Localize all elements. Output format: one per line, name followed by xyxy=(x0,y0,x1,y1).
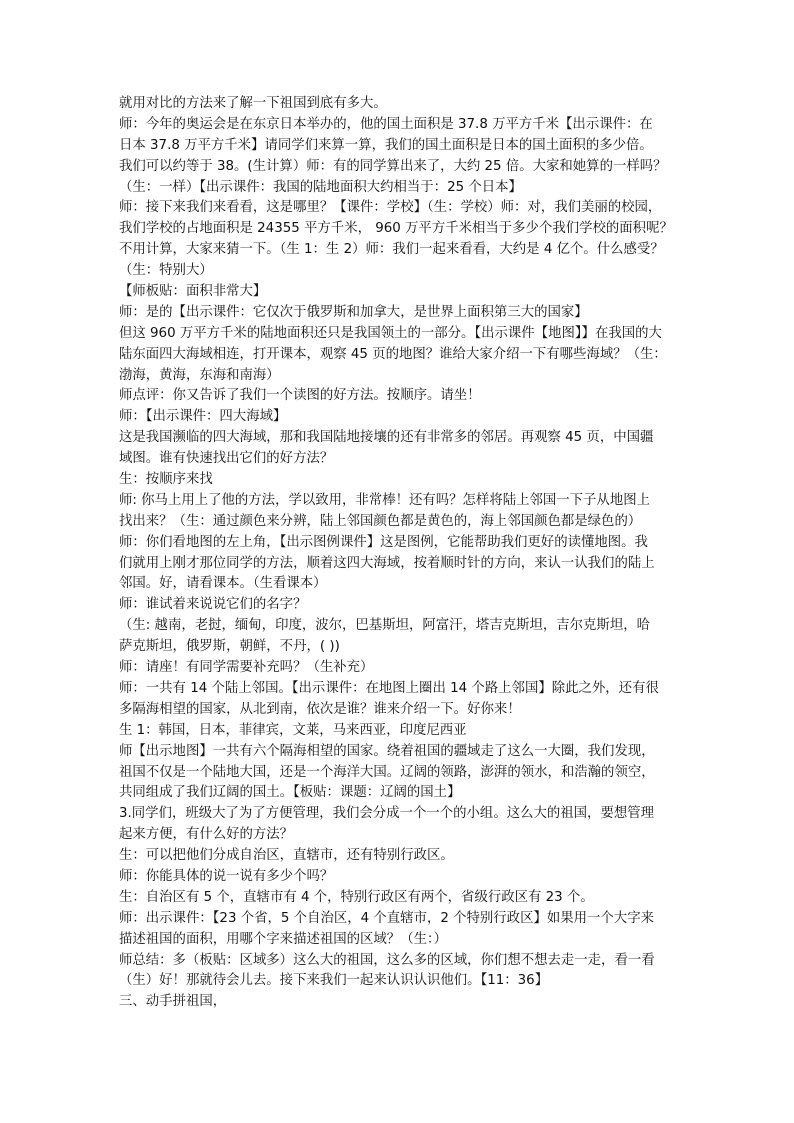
text-line: 起来方便，有什么好的方法？ xyxy=(119,827,294,843)
text-line: （生: 越南，老挝，缅甸，印度，波尔，巴基斯坦，阿富汗，塔吉克斯坦，吉尔克斯坦，哈 xyxy=(119,618,650,634)
text-line: （生：特别大） xyxy=(119,263,213,279)
text-line: 3.同学们，班级大了为了方便管理，我们会分成一个一个的小组。这么大的祖国，要想管理 xyxy=(119,806,655,822)
text-line: 不用计算，大家来猜一下。（生 1：生 2）师：我们一起来看看，大约是 4 亿个。什么感受？ xyxy=(119,242,664,258)
text-line: 们就用上刚才那位同学的方法，顺着这四大海域，按着顺时针的方向，来认一认我们的陆上 xyxy=(119,555,655,571)
text-line: 生：可以把他们分成自治区，直辖市，还有特别行政区。 xyxy=(119,848,454,864)
text-line: 日本 37.8 万平方千米】请同学们来算一算，我们的国土面积是日本的国土面积的多少倍。 xyxy=(119,137,653,153)
text-line: 共同组成了我们辽阔的国土。【板贴：课题：辽阔的国土】 xyxy=(119,785,461,801)
text-line: 师：你能具体的说一说有多少个吗？ xyxy=(119,868,334,884)
text-line: 师：你们看地图的左上角，【出示图例课件】这是图例，它能帮助我们更好的读懂地图。我 xyxy=(119,534,648,550)
text-line: 【师板贴：面积非常大】 xyxy=(119,284,267,300)
text-line: （生：一样）【出示课件：我国的陆地面积大约相当于：25 个日本】 xyxy=(119,179,522,195)
text-line: 域图。谁有快速找出它们的好方法？ xyxy=(119,451,334,467)
text-line: 我们学校的占地面积是 24355 平方千米， 960 万平方千米相当于多少个我们学校的面积呢？ xyxy=(119,221,673,237)
text-line: 找出来？（生：通过颜色来分辨，陆上邻国颜色都是黄色的，海上邻国颜色都是绿色的） xyxy=(119,513,642,529)
text-line: 师：【出示课件：四大海域】 xyxy=(119,409,287,425)
text-line: 渤海，黄海，东海和南海） xyxy=(119,367,280,383)
text-line: 这是我国濒临的四大海域，那和我国陆地接壤的还有非常多的邻居。再观察 45 页，中国疆 xyxy=(119,430,654,446)
text-line: 师：请座！有同学需要补充吗？（生补充） xyxy=(119,660,374,676)
text-line: 描述祖国的面积，用哪个字来描述祖国的区域？（生：） xyxy=(119,931,448,947)
text-line: 祖国不仅是一个陆地大国，还是一个海洋大国。辽阔的领路，澎湃的领水，和浩瀚的领空， xyxy=(119,764,655,780)
text-line: 萨克斯坦，俄罗斯，朝鲜，不丹，( )) xyxy=(119,639,340,655)
text-line: 师: 你马上用上了他的方法，学以致用，非常棒！还有吗？怎样将陆上邻国一下子从地图上 xyxy=(119,492,650,508)
text-line: 师：一共有 14 个陆上邻国。【出示课件：在地图上圈出 14 个路上邻国】除此之外，还有很 xyxy=(119,680,659,696)
text-line: 师点评：你又告诉了我们一个读图的好方法。按顺序。请坐！ xyxy=(119,388,481,404)
text-line: 三、动手拼祖国， xyxy=(119,994,227,1010)
text-line: 师总结：多（板贴：区域多）这么大的祖国，这么多的区域，你们想不想去走一走，看一看 xyxy=(119,952,655,968)
text-line: 师【出示地图】一共有六个隔海相望的国家。绕着祖国的疆域走了这么一大圈，我们发现， xyxy=(119,743,655,759)
text-line: 邻国。好，请看课本。（生看课本） xyxy=(119,576,327,592)
document-body xyxy=(119,94,687,1013)
text-line: 我们可以约等于 38。(生计算）师：有的同学算出来了，大约 25 倍。大家和她算的一样吗？ xyxy=(119,158,667,174)
text-line: 生：按顺序来找 xyxy=(119,472,213,488)
text-line: 师：出示课件：【23 个省，5 个自治区，4 个直辖市，2 个特别行政区】如果用一个大字来 xyxy=(119,910,654,926)
text-line: 师：接下来我们来看看，这是哪里？【课件：学校】（生：学校）师：对，我们美丽的校园， xyxy=(119,200,662,216)
text-line: 师：谁试着来说说它们的名字？ xyxy=(119,597,307,613)
text-line: 师：是的【出示课件：它仅次于俄罗斯和加拿大，是世界上面积第三大的国家】 xyxy=(119,304,588,320)
text-line: 师：今年的奥运会是在东京日本举办的，他的国土面积是 37.8 万平方千米【出示课件：在 xyxy=(119,116,653,132)
text-line: 但这 960 万平方千米的陆地面积还只是我国领土的一部分。【出示课件【地图】】在我国的大 xyxy=(119,325,662,341)
text-line: 生 1：韩国，日本，菲律宾，文莱，马来西亚，印度尼西亚 xyxy=(119,722,467,738)
text-line: 生：自治区有 5 个，直辖市有 4 个，特别行政区有两个，省级行政区有 23 个。 xyxy=(119,889,594,905)
text-line: 多隔海相望的国家，从北到南，依次是谁？谁来介绍一下。好你来！ xyxy=(119,701,521,717)
text-line: （生）好！那就待会儿去。接下来我们一起来认识认识他们。【11：36】 xyxy=(119,973,549,989)
text-line: 就用对比的方法来了解一下祖国到底有多大。 xyxy=(119,96,387,111)
text-line: 陆东面四大海域相连，打开课本，观察 45 页的地图？谁给大家介绍一下有哪些海域？（生： xyxy=(119,346,667,362)
